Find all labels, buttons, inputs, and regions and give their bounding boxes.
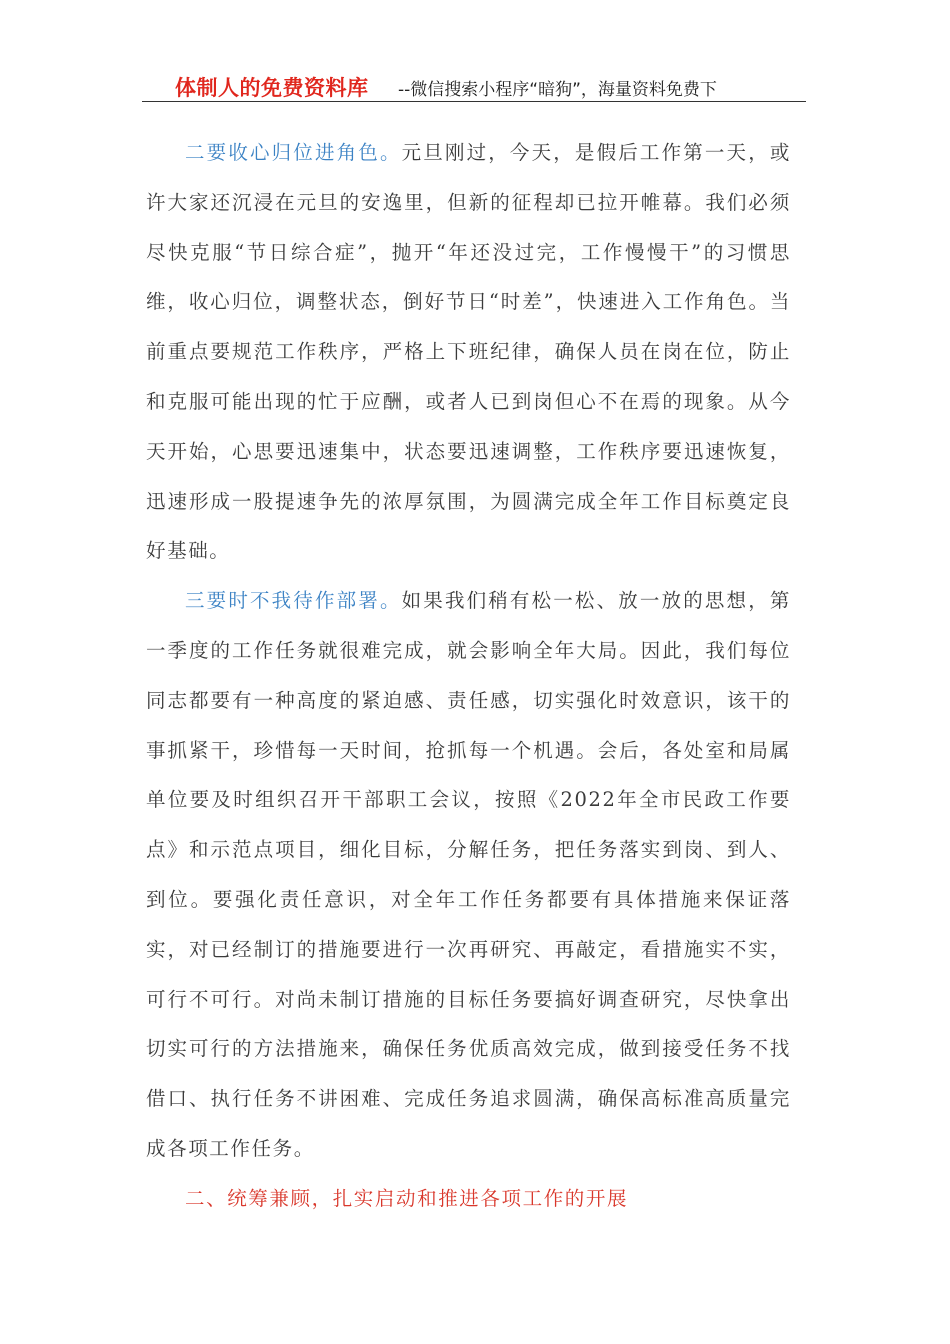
header-tagline: --微信搜索小程序“暗狗”，海量资料免费下 bbox=[398, 80, 717, 100]
header-divider bbox=[142, 101, 806, 102]
paragraph-lead: 三要时不我待作部署。 bbox=[185, 589, 402, 613]
header-brand: 体制人的免费资料库 bbox=[175, 76, 369, 100]
paragraph-settle-into-role bbox=[146, 128, 791, 576]
paragraph-deploy-work bbox=[146, 576, 791, 1174]
paragraph-lead: 二要收心归位进角色。 bbox=[185, 141, 402, 164]
paragraph-text: 如果我们稍有松一松、放一放的思想，第一季度的工作任务就很难完成，就会影响全年大局。因此，我们每位同志都要有一种高度的紧迫感、责任感，切实强化时效意识，该干的事抓紧干，珍惜每一天时间，抢抓每一个机遇。会后，各处室和局属单位要及时组织召开干部职工会议，按照《2022年全市民政工作要点》和示范点项目，细化目标，分解任务，把任务落实到岗、到人、到位。要强化责任意识，对全年工作任务都要有具体措施来保证落实，对已经制订的措施要进行一次再研究、再敲定，看措施实不实，可行不可行。对尚未制订措施的目标任务要搞好调查研究，尽快拿出切实可行的方法措施来，确保任务优质高效完成，做到接受任务不找借口、执行任务不讲困难、完成任务追求圆满，确保高标准高质量完成各项工作任务。 bbox=[146, 589, 791, 1160]
document-body bbox=[146, 128, 791, 1224]
paragraph-text: 元旦刚过，今天，是假后工作第一天，或许大家还沉浸在元旦的安逸里，但新的征程却已拉开帷幕。我们必须尽快克服“节日综合症”，抛开“年还没过完，工作慢慢干”的习惯思维，收心归位，调整状态，倒好节日“时差”，快速进入工作角色。当前重点要规范工作秩序，严格上下班纪律，确保人员在岗在位，防止和克服可能出现的忙于应酬，或者人已到岗但心不在焉的现象。从今天开始，心思要迅速集中，状态要迅速调整，工作秩序要迅速恢复，迅速形成一股提速争先的浓厚氛围，为圆满完成全年工作目标奠定良好基础。 bbox=[146, 141, 791, 563]
page-header bbox=[142, 72, 806, 102]
section-heading: 二、统筹兼顾，扎实启动和推进各项工作的开展 bbox=[185, 1186, 629, 1210]
